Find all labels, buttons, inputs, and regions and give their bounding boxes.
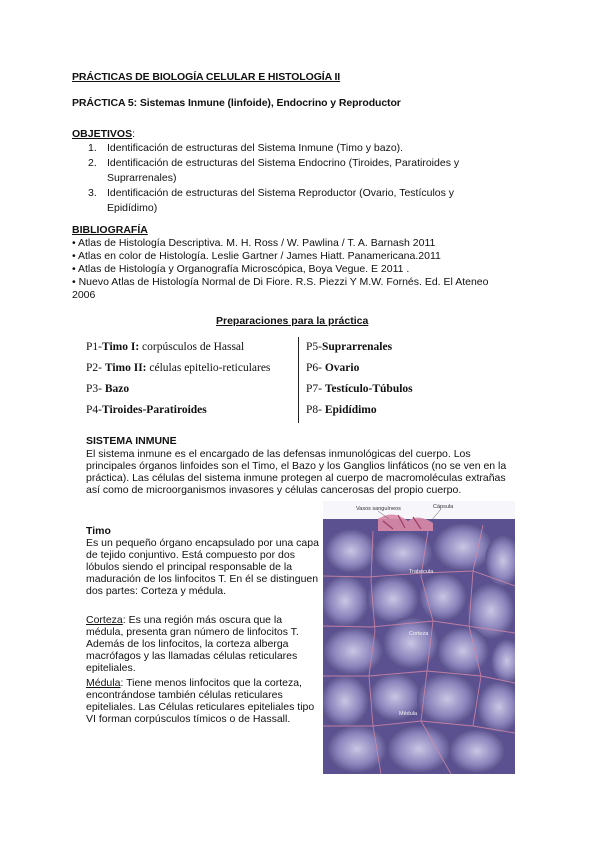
sistema-inmune-heading: SISTEMA INMUNE (86, 435, 177, 447)
preparacion-item (86, 340, 270, 361)
corteza-paragraph (86, 614, 322, 674)
preparacion-item (306, 340, 413, 361)
bibliografia-item: • Nuevo Atlas de Histología Normal de Di Fiore. R.S. Piezzi Y M.W. Fornés. Ed. El Ateneo 2006 (72, 276, 489, 301)
objetivos-colon: : (132, 128, 136, 140)
objetivo-number: 3. (88, 187, 97, 199)
preparacion-name: Testículo-Túbulos (324, 383, 413, 395)
label-vasos-sanguineos: Vasos sanguíneos (356, 506, 401, 512)
practica-heading: PRÁCTICA 5: Sistemas Inmune (linfoide), Endocrino y Reproductor (72, 97, 401, 109)
objetivo-number: 1. (88, 142, 97, 154)
bibliografia-heading: BIBLIOGRAFÍA (72, 224, 148, 236)
preparacion-item (86, 361, 270, 382)
label-trabecula: Trabécula (409, 569, 434, 575)
preparacion-code: P5- (306, 341, 322, 353)
objetivo-item (72, 156, 502, 186)
preparacion-detail: corpúsculos de Hassal (139, 341, 245, 353)
preparaciones-heading: Preparaciones para la práctica (216, 315, 369, 327)
preparacion-name: Ovario (324, 362, 360, 374)
bibliografia-item: • Atlas en color de Histología. Leslie Gartner / James Hiatt. Panamericana.2011 (72, 250, 441, 262)
preparacion-name: Epidídimo (324, 404, 377, 416)
preparacion-item (86, 403, 270, 424)
objetivos-heading (72, 128, 135, 140)
preparaciones-left-column (86, 340, 270, 424)
label-corteza: Corteza (409, 631, 429, 637)
preparacion-code: P6- (306, 362, 325, 374)
timo-paragraph: Es un pequeño órgano encapsulado por una capa de tejido conjuntivo. Está compuesto por dos lóbulos siendo el principal responsable de la maduración de los linfocitos T. En él se distinguen dos partes: Corteza y médula. (86, 537, 319, 597)
bibliografia-item: • Atlas de Histología y Organografía Microscópica, Boya Vegue. E 2011 . (72, 263, 410, 275)
medula-text: : Tiene menos linfocitos que la corteza, encontrándose también células reticulares epiteliales. Las Células reticulares epiteliales tipo VI forman corpúsculos tímicos o de Hassall. (86, 677, 315, 725)
preparacion-code: P3- (86, 383, 105, 395)
preparacion-code: P8- (306, 404, 325, 416)
objetivos-list (72, 141, 502, 216)
objetivo-number: 2. (88, 157, 97, 169)
preparacion-name: Timo II: (104, 362, 147, 374)
bibliografia-list (72, 237, 502, 302)
document-title: PRÁCTICAS DE BIOLOGÍA CELULAR E HISTOLOGÍA II (72, 71, 341, 83)
preparaciones-right-column (306, 340, 413, 424)
preparacion-name: Timo I: (101, 341, 140, 353)
medula-term: Médula (86, 677, 121, 689)
bibliografia-item: • Atlas de Histología Descriptiva. M. H. Ross / W. Pawlina / T. A. Barnash 2011 (72, 237, 436, 249)
column-divider (298, 337, 299, 423)
corteza-text: : Es una región más oscura que la médula, presenta gran número de linfocitos T. Además de los linfocitos, la corteza alberga macrófagos y las llamadas células reticulares epiteliales. (86, 614, 299, 674)
preparacion-item (306, 403, 413, 424)
timo-heading: Timo (86, 525, 111, 537)
corteza-term: Corteza (86, 614, 123, 626)
preparacion-detail: células epitelio-reticulares (146, 362, 271, 374)
thymus-lobules (323, 523, 515, 773)
preparacion-code: P1- (86, 341, 102, 353)
objetivos-heading-text: OBJETIVOS (72, 128, 133, 140)
objetivo-item (72, 186, 502, 216)
preparacion-code: P2- (86, 362, 105, 374)
preparacion-item (306, 382, 413, 403)
label-capsula: Cápsula (433, 504, 454, 510)
preparacion-item (306, 361, 413, 382)
label-medula: Médula (399, 711, 418, 717)
objetivo-item (72, 141, 502, 156)
preparacion-code: P7- (306, 383, 325, 395)
objetivo-text: Identificación de estructuras del Sistema Reproductor (Ovario, Testículos y Epidídimo) (107, 187, 455, 214)
preparacion-name: Bazo (104, 383, 130, 395)
thymus-micrograph (323, 501, 515, 774)
preparacion-item (86, 382, 270, 403)
preparacion-code: P4- (86, 404, 102, 416)
preparacion-name: Tiroides-Paratiroides (101, 404, 207, 416)
objetivo-text: Identificación de estructuras del Sistema Inmune (Timo y bazo). (107, 142, 404, 154)
objetivo-text: Identificación de estructuras del Sistema Endocrino (Tiroides, Paratiroides y Suprarrenales) (107, 157, 460, 184)
medula-paragraph (86, 677, 322, 725)
sistema-inmune-paragraph: El sistema inmune es el encargado de las defensas inmunológicas del cuerpo. Los principales órganos linfoides son el Timo, el Bazo y los Ganglios linfáticos (no se ven en la práctica). Las células del sistema inmune protegen al cuerpo de macromoléculas extrañas así como de microorganismos invasores y células cancerosas del propio cuerpo. (86, 448, 507, 496)
preparacion-name: Suprarrenales (321, 341, 393, 353)
